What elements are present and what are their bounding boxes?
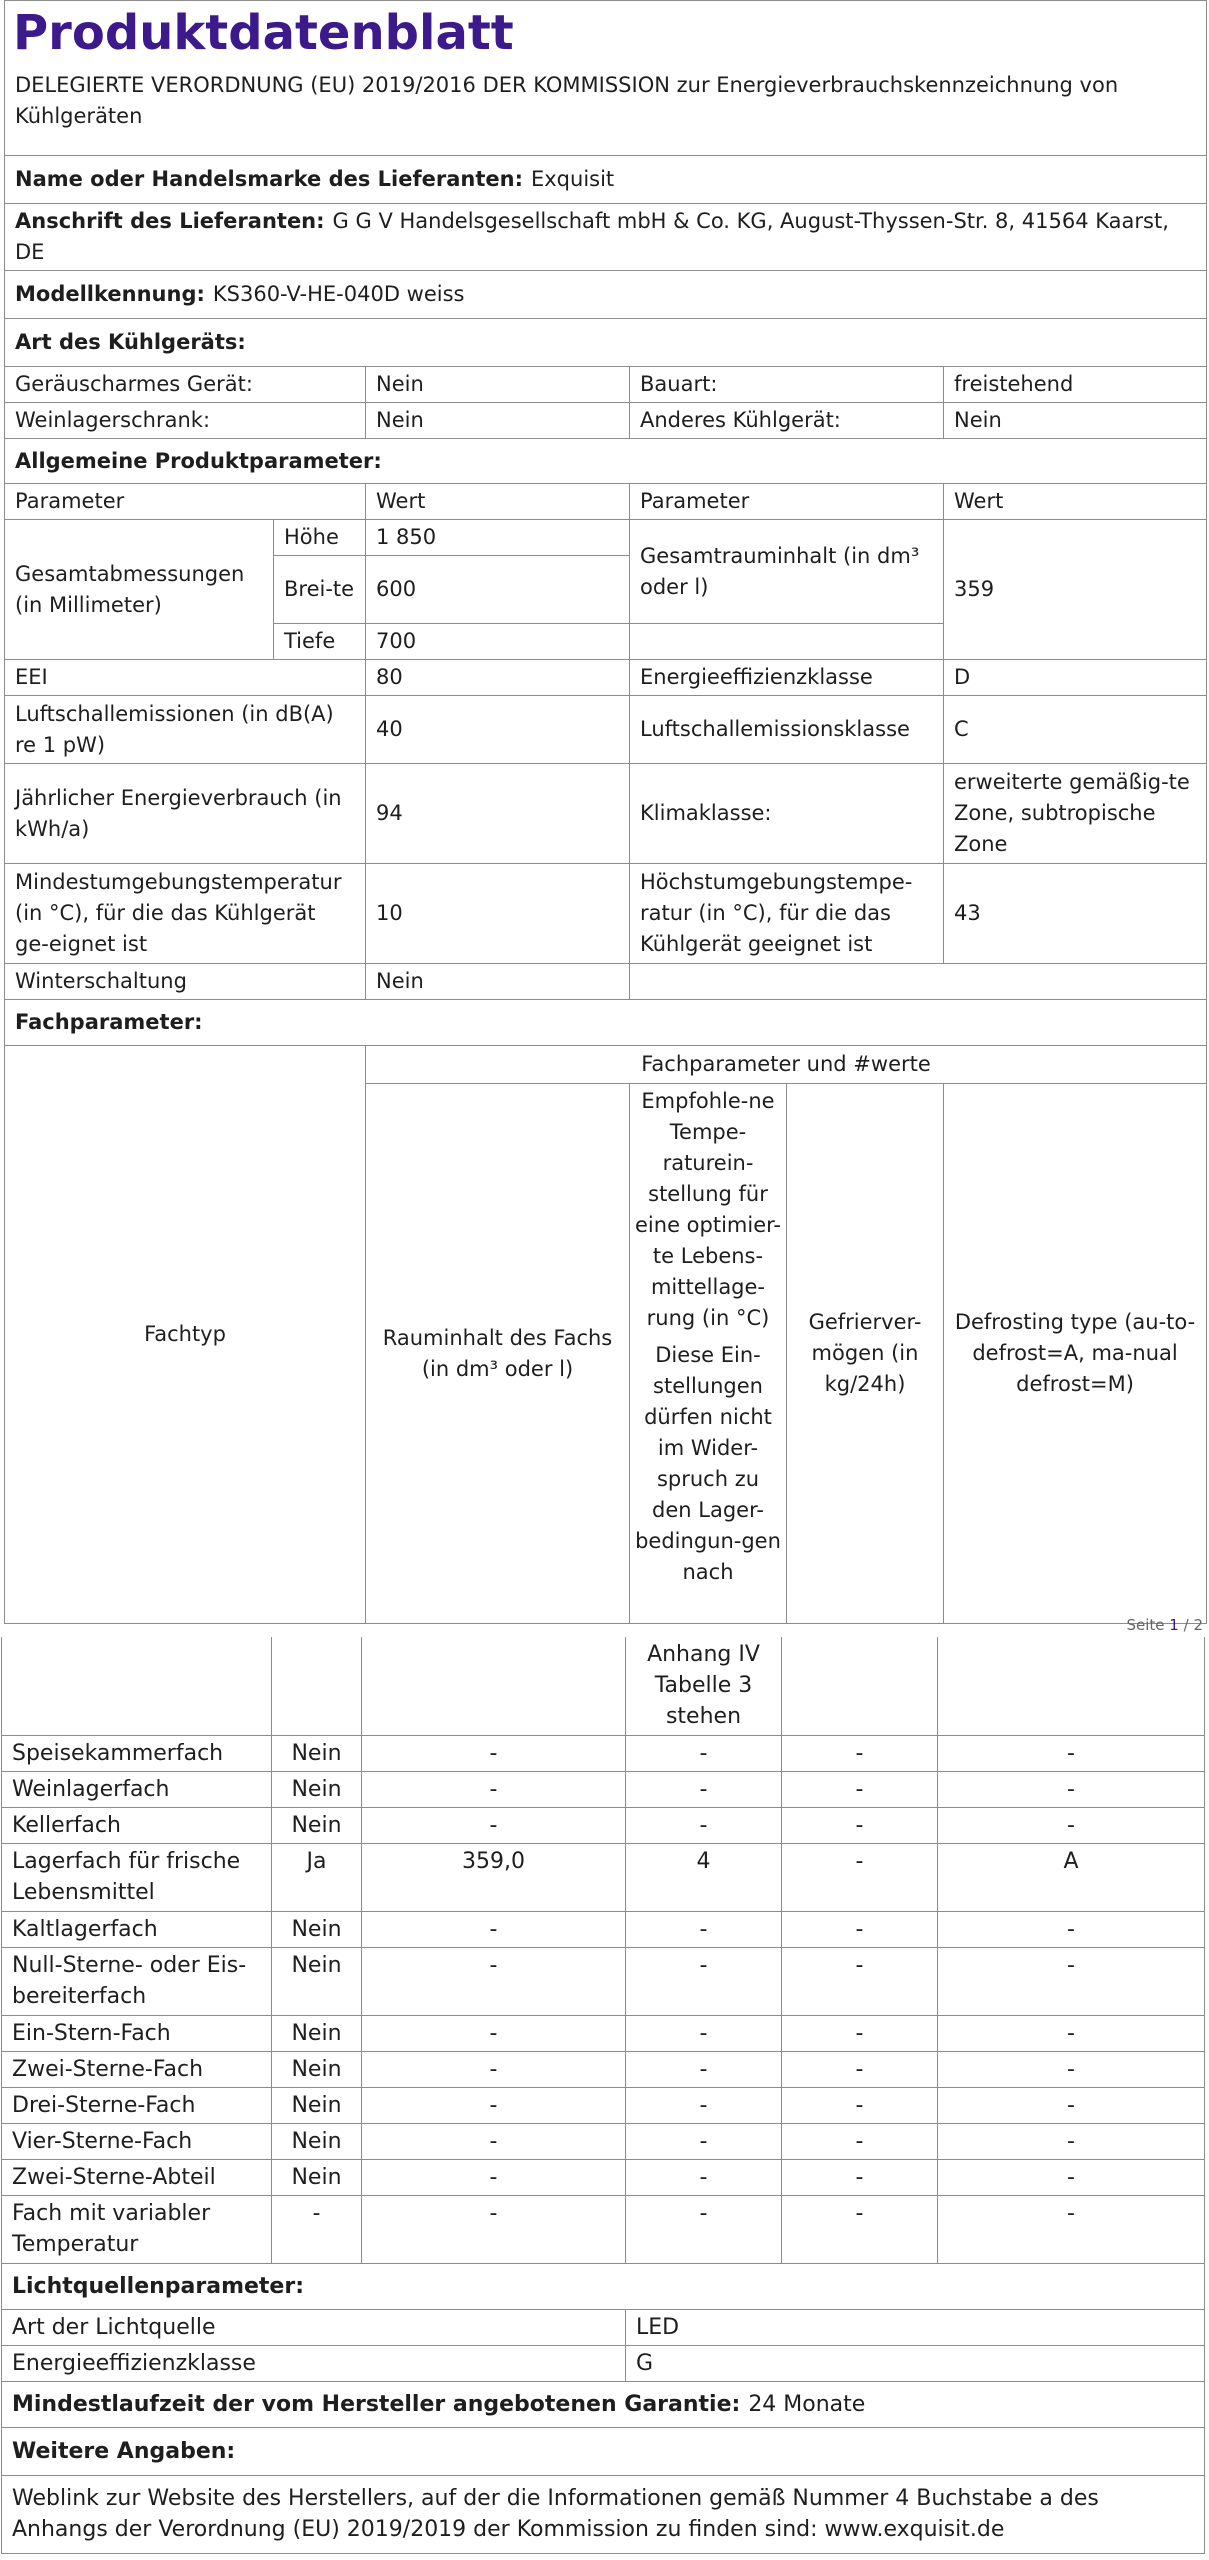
low-noise-label: Geräuscharmes Gerät: bbox=[5, 367, 366, 403]
header-parameter-right: Parameter bbox=[630, 484, 944, 520]
noise-class-value: C bbox=[944, 696, 1207, 764]
page-1 bbox=[4, 0, 1206, 1603]
compartment-temperature: - bbox=[626, 1911, 782, 1947]
compartment-temperature: - bbox=[626, 2051, 782, 2087]
section-device-type: Art des Kühlgeräts: bbox=[5, 319, 1207, 367]
empty-cell bbox=[272, 1637, 362, 1735]
empty-cell bbox=[782, 1637, 938, 1735]
width-label: Brei-te bbox=[274, 556, 366, 624]
compartment-name: Null-Sterne- oder Eis-bereiterfach bbox=[2, 1947, 272, 2015]
compartment-row bbox=[2, 2195, 1205, 2263]
supplier-name-row bbox=[5, 156, 1207, 204]
compartment-row bbox=[2, 2015, 1205, 2051]
annual-energy-label: Jährlicher Energieverbrauch (in kWh/a) bbox=[5, 764, 366, 864]
depth-label: Tiefe bbox=[274, 624, 366, 660]
compartment-rows bbox=[2, 1735, 1205, 2263]
compartment-volume: - bbox=[362, 1771, 626, 1807]
section-general: Allgemeine Produktparameter: bbox=[5, 439, 1207, 484]
compartment-defrost-type: - bbox=[938, 2051, 1205, 2087]
section-compartments: Fachparameter: bbox=[5, 1000, 1207, 1046]
annual-energy-value: 94 bbox=[366, 764, 630, 864]
supplier-address-value: G G V Handelsgesellschaft mbH & Co. KG, August-Thyssen-Str. 8, 41564 Kaarst, DE bbox=[15, 209, 1169, 264]
volume-label: Gesamtrauminhalt (in dm³ oder l) bbox=[630, 520, 944, 624]
header-freeze-capacity: Gefrierver-mögen (in kg/24h) bbox=[787, 1084, 944, 1624]
compartment-volume: - bbox=[362, 2123, 626, 2159]
climate-class-label: Klimaklasse: bbox=[630, 764, 944, 864]
compartment-row bbox=[2, 1735, 1205, 1771]
compartment-freeze-capacity: - bbox=[782, 1947, 938, 2015]
energy-class-value: D bbox=[944, 660, 1207, 696]
eei-label: EEI bbox=[5, 660, 366, 696]
compartment-freeze-capacity: - bbox=[782, 1843, 938, 1911]
other-device-label: Anderes Kühlgerät: bbox=[630, 403, 944, 439]
compartment-volume: - bbox=[362, 2051, 626, 2087]
winter-value: Nein bbox=[366, 964, 630, 1000]
header-defrost-type: Defrosting type (au-to-defrost=A, ma-nual defrost=M) bbox=[944, 1084, 1207, 1624]
compartment-name: Zwei-Sterne-Fach bbox=[2, 2051, 272, 2087]
compartment-present: Nein bbox=[272, 1807, 362, 1843]
light-type-value: LED bbox=[626, 2309, 1205, 2345]
compartment-defrost-type: - bbox=[938, 2087, 1205, 2123]
compartment-volume: 359,0 bbox=[362, 1843, 626, 1911]
compartment-row bbox=[2, 2159, 1205, 2195]
compartment-row bbox=[2, 1947, 1205, 2015]
compartment-freeze-capacity: - bbox=[782, 1807, 938, 1843]
further-info bbox=[2, 2475, 1205, 2553]
compartment-name: Fach mit variabler Temperatur bbox=[2, 2195, 272, 2263]
compartment-name: Ein-Stern-Fach bbox=[2, 2015, 272, 2051]
low-noise-value: Nein bbox=[366, 367, 630, 403]
eei-value: 80 bbox=[366, 660, 630, 696]
compartment-freeze-capacity: - bbox=[782, 2123, 938, 2159]
compartment-volume: - bbox=[362, 2087, 626, 2123]
header-parameter-left: Parameter bbox=[5, 484, 366, 520]
min-temp-value: 10 bbox=[366, 864, 630, 964]
dimensions-label: Gesamtabmessungen (in Millimeter) bbox=[5, 520, 274, 660]
compartment-row bbox=[2, 2051, 1205, 2087]
compartment-name: Kaltlagerfach bbox=[2, 1911, 272, 1947]
regulation-text: DELEGIERTE VERORDNUNG (EU) 2019/2016 DER KOMMISSION zur Energieverbrauchskennzeichnung von Kühlgeräten bbox=[5, 68, 1207, 156]
compartment-volume: - bbox=[362, 1807, 626, 1843]
min-temp-label: Mindestumgebungstemperatur (in °C), für die das Kühlgerät ge-eignet ist bbox=[5, 864, 366, 964]
compartment-present: Nein bbox=[272, 1771, 362, 1807]
compartment-name: Kellerfach bbox=[2, 1807, 272, 1843]
manufacturer-weblink[interactable]: www.exquisit.de bbox=[824, 2517, 1005, 2542]
supplier-address-label: Anschrift des Lieferanten: bbox=[15, 209, 325, 233]
light-class-label: Energieeffizienzklasse bbox=[2, 2345, 626, 2381]
volume-value: 359 bbox=[944, 520, 1207, 660]
empty-cell bbox=[362, 1637, 626, 1735]
supplier-name-value: Exquisit bbox=[530, 167, 615, 191]
compartment-defrost-type: - bbox=[938, 2015, 1205, 2051]
compartment-freeze-capacity: - bbox=[782, 2195, 938, 2263]
compartment-defrost-type: - bbox=[938, 2159, 1205, 2195]
compartment-temperature: - bbox=[626, 1807, 782, 1843]
compartment-row bbox=[2, 1843, 1205, 1911]
noise-class-label: Luftschallemissionsklasse bbox=[630, 696, 944, 764]
compartment-temperature: - bbox=[626, 2015, 782, 2051]
compartment-temperature: - bbox=[626, 1947, 782, 2015]
compartment-freeze-capacity: - bbox=[782, 2087, 938, 2123]
further-info-text: Weblink zur Website des Herstellers, auf der die Informationen gemäß Nummer 4 Buchstabe a des Anhangs der Verordnung (EU) 2019/2019 der Kommission zu finden sind: bbox=[12, 2486, 1099, 2542]
header-volume: Rauminhalt des Fachs (in dm³ oder l) bbox=[366, 1084, 630, 1624]
compartment-temperature: - bbox=[626, 2087, 782, 2123]
compartment-row bbox=[2, 1771, 1205, 1807]
empty-cell bbox=[2, 1637, 272, 1735]
compartment-defrost-type: - bbox=[938, 2195, 1205, 2263]
noise-value: 40 bbox=[366, 696, 630, 764]
max-temp-label: Höchstumgebungstempe-ratur (in °C), für die das Kühlgerät geeignet ist bbox=[630, 864, 944, 964]
compartment-defrost-type: A bbox=[938, 1843, 1205, 1911]
compartment-freeze-capacity: - bbox=[782, 1735, 938, 1771]
light-class-value: G bbox=[626, 2345, 1205, 2381]
compartment-name: Zwei-Sterne-Abteil bbox=[2, 2159, 272, 2195]
compartment-present: - bbox=[272, 2195, 362, 2263]
supplier-address-row bbox=[5, 204, 1207, 271]
compartment-row bbox=[2, 1911, 1205, 1947]
compartment-present: Nein bbox=[272, 2123, 362, 2159]
compartment-present: Ja bbox=[272, 1843, 362, 1911]
header-temperature-part2: Diese Ein-stellungen dürfen nicht im Wider-spruch zu den Lager-bedingun-gen nach bbox=[635, 1343, 781, 1584]
compartment-name: Vier-Sterne-Fach bbox=[2, 2123, 272, 2159]
compartment-temperature: 4 bbox=[626, 1843, 782, 1911]
datasheet-table-page1 bbox=[4, 0, 1207, 1624]
compartment-name: Speisekammerfach bbox=[2, 1735, 272, 1771]
compartment-defrost-type: - bbox=[938, 1735, 1205, 1771]
depth-value: 700 bbox=[366, 624, 630, 660]
compartment-temperature: - bbox=[626, 1735, 782, 1771]
wine-cabinet-value: Nein bbox=[366, 403, 630, 439]
compartment-freeze-capacity: - bbox=[782, 1771, 938, 1807]
header-temperature-part1: Empfohle-ne Tempe-raturein-stellung für eine optimier-te Lebens-mittellage-rung (in °C) bbox=[635, 1089, 781, 1330]
compartment-defrost-type: - bbox=[938, 1947, 1205, 2015]
noise-label: Luftschallemissionen (in dB(A) re 1 pW) bbox=[5, 696, 366, 764]
page-2 bbox=[1, 1637, 1204, 2554]
other-device-value: Nein bbox=[944, 403, 1207, 439]
height-value: 1 850 bbox=[366, 520, 630, 556]
compartment-freeze-capacity: - bbox=[782, 2051, 938, 2087]
compartment-defrost-type: - bbox=[938, 1771, 1205, 1807]
warranty-label: Mindestlaufzeit der vom Hersteller angebotenen Garantie: bbox=[12, 2391, 741, 2417]
page-number-current: 1 bbox=[1169, 1616, 1179, 1634]
page-title: Produktdatenblatt bbox=[5, 1, 1207, 68]
empty-cell bbox=[630, 964, 1207, 1000]
compartment-temperature: - bbox=[626, 2159, 782, 2195]
compartment-present: Nein bbox=[272, 2159, 362, 2195]
compartment-temperature: - bbox=[626, 1771, 782, 1807]
page-number-total: / 2 bbox=[1183, 1616, 1203, 1634]
compartment-present: Nein bbox=[272, 2015, 362, 2051]
compartment-volume: - bbox=[362, 1947, 626, 2015]
compartment-defrost-type: - bbox=[938, 2123, 1205, 2159]
warranty-value: 24 Monate bbox=[748, 2391, 866, 2417]
compartment-volume: - bbox=[362, 1735, 626, 1771]
header-temperature bbox=[630, 1084, 787, 1624]
compartment-present: Nein bbox=[272, 2051, 362, 2087]
compartment-present: Nein bbox=[272, 1911, 362, 1947]
height-label: Höhe bbox=[274, 520, 366, 556]
design-label: Bauart: bbox=[630, 367, 944, 403]
compartment-name: Lagerfach für frische Lebensmittel bbox=[2, 1843, 272, 1911]
warranty-row bbox=[2, 2381, 1205, 2427]
compartment-volume: - bbox=[362, 2015, 626, 2051]
compartment-defrost-type: - bbox=[938, 1911, 1205, 1947]
compartment-volume: - bbox=[362, 2195, 626, 2263]
compartment-volume: - bbox=[362, 2159, 626, 2195]
energy-class-label: Energieeffizienzklasse bbox=[630, 660, 944, 696]
max-temp-value: 43 bbox=[944, 864, 1207, 964]
compartment-freeze-capacity: - bbox=[782, 2015, 938, 2051]
compartment-name: Weinlagerfach bbox=[2, 1771, 272, 1807]
datasheet-table-page2 bbox=[1, 1637, 1205, 2554]
width-value: 600 bbox=[366, 556, 630, 624]
compartment-present: Nein bbox=[272, 1735, 362, 1771]
design-value: freistehend bbox=[944, 367, 1207, 403]
compartment-freeze-capacity: - bbox=[782, 2159, 938, 2195]
compartment-row bbox=[2, 2087, 1205, 2123]
compartment-present: Nein bbox=[272, 1947, 362, 2015]
model-value: KS360-V-HE-040D weiss bbox=[212, 282, 465, 306]
page-number-prefix: Seite bbox=[1126, 1616, 1165, 1634]
header-compartment-group: Fachparameter und #werte bbox=[366, 1046, 1207, 1084]
compartment-temperature: - bbox=[626, 2123, 782, 2159]
compartment-row bbox=[2, 2123, 1205, 2159]
header-value-right: Wert bbox=[944, 484, 1207, 520]
section-light: Lichtquellenparameter: bbox=[2, 2263, 1205, 2309]
empty-cell bbox=[938, 1637, 1205, 1735]
light-type-label: Art der Lichtquelle bbox=[2, 2309, 626, 2345]
model-label: Modellkennung: bbox=[15, 282, 205, 306]
header-compartment-type: Fachtyp bbox=[5, 1046, 366, 1624]
compartment-present: Nein bbox=[272, 2087, 362, 2123]
section-further: Weitere Angaben: bbox=[2, 2427, 1205, 2475]
supplier-name-label: Name oder Handelsmarke des Lieferanten: bbox=[15, 167, 523, 191]
compartment-row bbox=[2, 1807, 1205, 1843]
header-value-left: Wert bbox=[366, 484, 630, 520]
compartment-volume: - bbox=[362, 1911, 626, 1947]
compartment-defrost-type: - bbox=[938, 1807, 1205, 1843]
compartment-temperature: - bbox=[626, 2195, 782, 2263]
wine-cabinet-label: Weinlagerschrank: bbox=[5, 403, 366, 439]
compartment-name: Drei-Sterne-Fach bbox=[2, 2087, 272, 2123]
compartment-freeze-capacity: - bbox=[782, 1911, 938, 1947]
empty-cell bbox=[630, 624, 944, 660]
climate-class-value: erweiterte gemäßig-te Zone, subtropische Zone bbox=[944, 764, 1207, 864]
winter-label: Winterschaltung bbox=[5, 964, 366, 1000]
model-row bbox=[5, 271, 1207, 319]
header-temperature-part3: Anhang IV Tabelle 3 stehen bbox=[626, 1637, 782, 1735]
page-number bbox=[1126, 1616, 1203, 1634]
